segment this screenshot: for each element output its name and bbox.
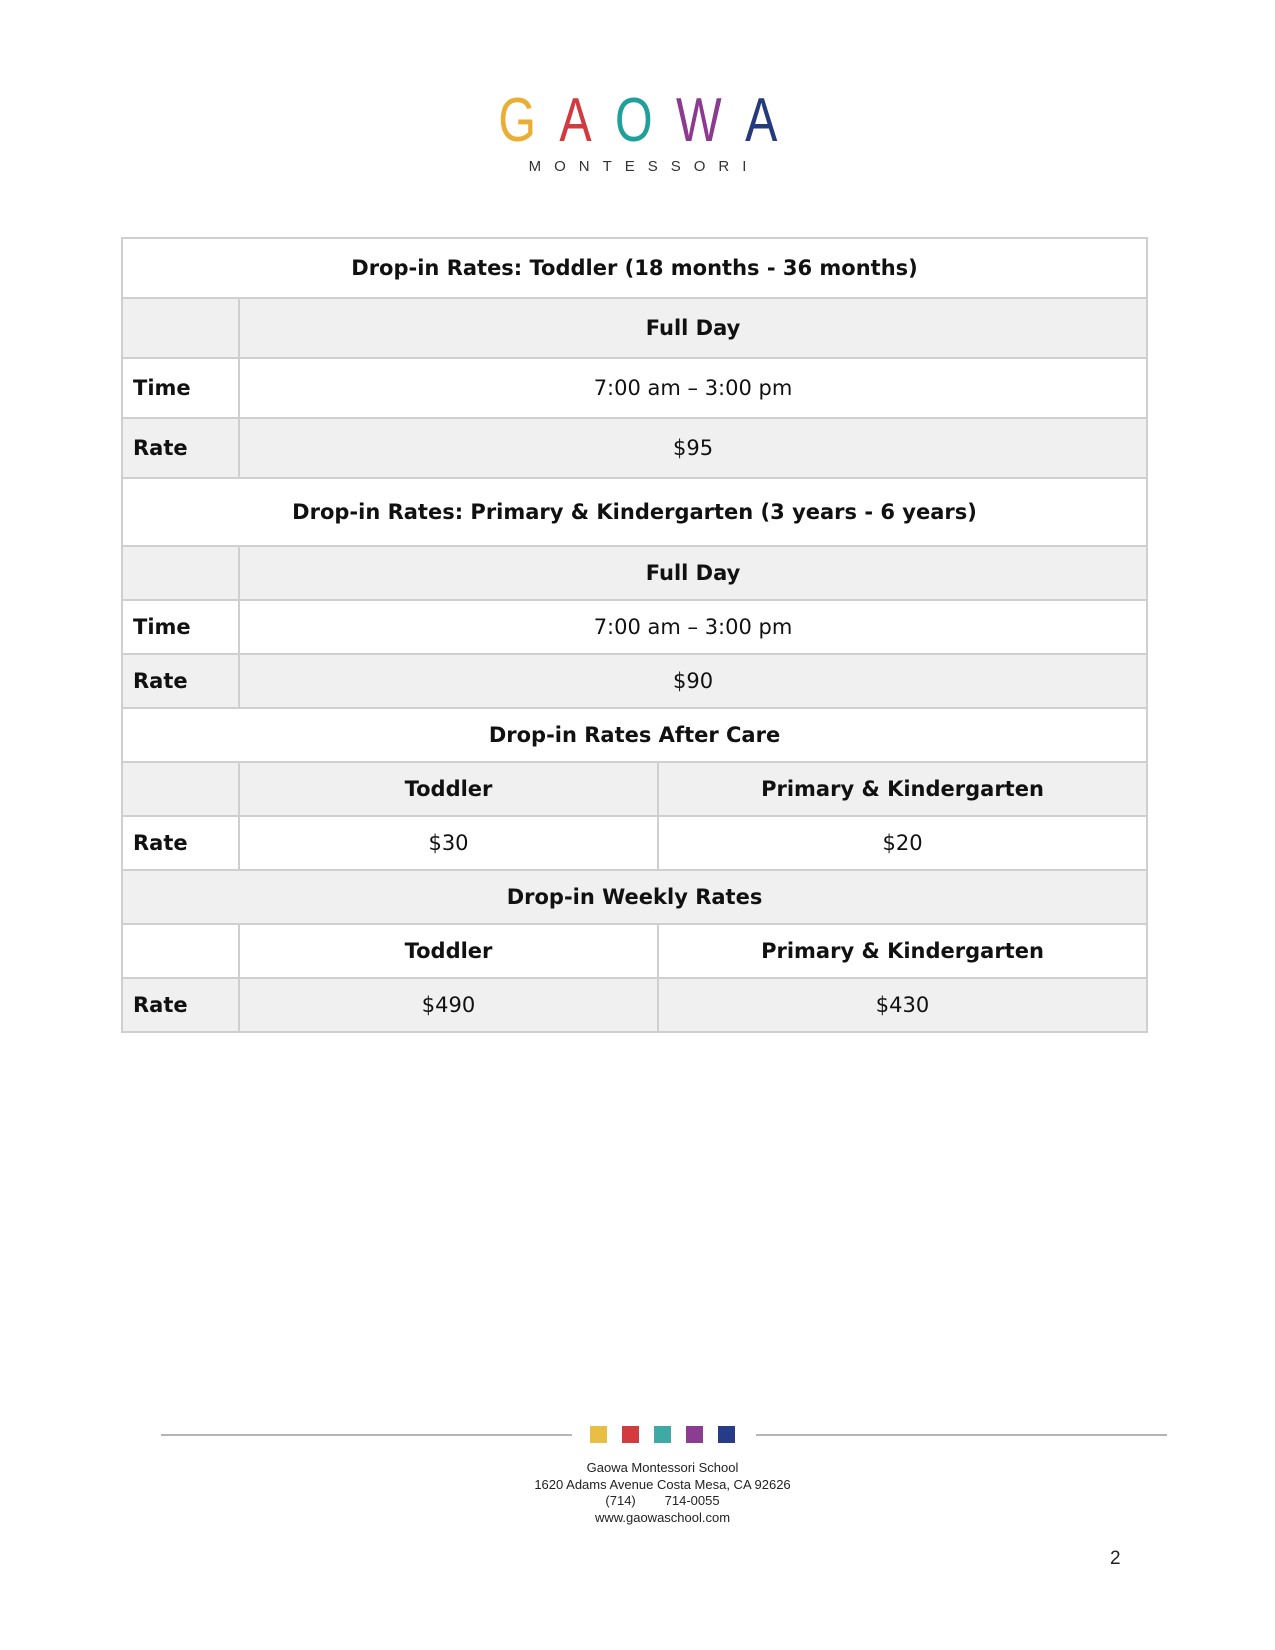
table-row — [122, 762, 1147, 816]
logo-subtitle: MONTESSORI — [528, 158, 760, 175]
weekly-primary-header: Primary & Kindergarten — [658, 924, 1147, 978]
weekly-toddler-header: Toddler — [239, 924, 658, 978]
table-row — [122, 870, 1147, 924]
table-row — [122, 358, 1147, 418]
footer-color-swatch — [590, 1426, 607, 1443]
table-row — [122, 654, 1147, 708]
footer-address: 1620 Adams Avenue Costa Mesa, CA 92626 — [534, 1476, 791, 1492]
primary-time-label: Time — [122, 600, 239, 654]
weekly-section-title: Drop-in Weekly Rates — [122, 870, 1147, 924]
table-row — [122, 298, 1147, 358]
footer-divider-right — [756, 1434, 1167, 1436]
toddler-rate-label: Rate — [122, 418, 239, 478]
footer-school-name: Gaowa Montessori School — [586, 1460, 739, 1475]
logo-letter: O — [614, 86, 676, 155]
after-care-primary-header: Primary & Kindergarten — [658, 762, 1147, 816]
table-row — [122, 600, 1147, 654]
table-row — [122, 418, 1147, 478]
footer-color-swatch — [654, 1426, 671, 1443]
table-row — [122, 238, 1147, 298]
empty-cell — [122, 924, 239, 978]
logo-letter: A — [559, 86, 615, 155]
footer-divider-left — [161, 1434, 572, 1436]
weekly-rate-label: Rate — [122, 978, 239, 1032]
toddler-time-value: 7:00 am – 3:00 pm — [239, 358, 1147, 418]
school-logo — [0, 86, 1275, 175]
empty-cell — [122, 298, 239, 358]
after-care-section-title: Drop-in Rates After Care — [122, 708, 1147, 762]
rates-table — [121, 237, 1148, 1033]
table-row — [122, 924, 1147, 978]
toddler-section-title: Drop-in Rates: Toddler (18 months - 36 months) — [122, 238, 1147, 298]
table-row — [122, 708, 1147, 762]
footer-color-swatch — [622, 1426, 639, 1443]
primary-rate-label: Rate — [122, 654, 239, 708]
empty-cell — [122, 546, 239, 600]
table-row — [122, 816, 1147, 870]
after-care-toddler-header: Toddler — [239, 762, 658, 816]
page-number: 2 — [1110, 1548, 1121, 1569]
footer-color-swatch — [686, 1426, 703, 1443]
logo-letter: A — [744, 86, 801, 155]
primary-full-day-header: Full Day — [239, 546, 1147, 600]
logo-letter: W — [675, 86, 745, 155]
weekly-primary-rate: $430 — [658, 978, 1147, 1032]
toddler-time-label: Time — [122, 358, 239, 418]
footer-website[interactable]: www.gaowaschool.com — [594, 1509, 731, 1525]
toddler-full-day-header: Full Day — [239, 298, 1147, 358]
table-row — [122, 978, 1147, 1032]
primary-rate-value: $90 — [239, 654, 1147, 708]
table-row — [122, 478, 1147, 546]
footer-phone: (714) 714-0055 — [605, 1493, 720, 1508]
primary-section-title: Drop-in Rates: Primary & Kindergarten (3 years - 6 years) — [122, 478, 1147, 546]
logo-letter: G — [497, 86, 560, 155]
after-care-toddler-rate: $30 — [239, 816, 658, 870]
after-care-primary-rate: $20 — [658, 816, 1147, 870]
after-care-rate-label: Rate — [122, 816, 239, 870]
logo-wordmark — [475, 86, 801, 156]
table-row — [122, 546, 1147, 600]
weekly-toddler-rate: $490 — [239, 978, 658, 1032]
toddler-rate-value: $95 — [239, 418, 1147, 478]
footer-contact — [0, 1460, 1275, 1526]
primary-time-value: 7:00 am – 3:00 pm — [239, 600, 1147, 654]
footer-color-swatch — [718, 1426, 735, 1443]
empty-cell — [122, 762, 239, 816]
